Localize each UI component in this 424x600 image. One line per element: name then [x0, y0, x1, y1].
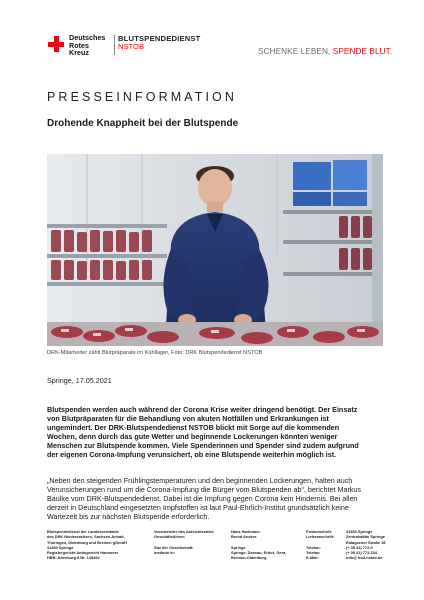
footer-email[interactable]: info@ bsd-nstob.de	[346, 555, 383, 561]
body-line: Verunsicherungen rund um die Corona-Impfung die Bürger vom Blutspenden ab“, berichtet Markus	[47, 484, 362, 494]
service-name: BLUTSPENDEDIENST NSTOB	[118, 34, 201, 52]
footer-contact-labels: Postanschrift: Lieferanschrift: Telefon: Telefax: E-Mail:	[306, 529, 335, 561]
footer-names: Hans Hartmann Bernd Anders Springe Springe, Dessau, Erfurt, Gera, Bremen-Oldenburg	[231, 529, 287, 561]
footer-roles: Vorsitzender des Aufsichtsrates: Geschäftsführer: Sitz der Gesellschaft: Institute in:	[154, 529, 215, 556]
footer-contact-values: 31830 Springe Zentralstätte Springe Eldagsener Straße 38 (+ 05 41) 772-0 (+ 05 41) 772-334 info@ bsd-nstob.de	[346, 529, 386, 561]
body-paragraph	[47, 477, 381, 522]
body-line: „Neben den steigenden Frühlingstemperaturen und den beginnenden Lockerungen, halten auch	[47, 476, 353, 485]
press-photo	[47, 154, 383, 346]
drk-wordmark: Deutsches Rotes Kreuz	[69, 33, 106, 58]
lead-line: der eigenen Corona-Impfung verunsichert, ob eine Blutspende weiterhin möglich ist.	[47, 449, 337, 459]
section-label: PRESSEINFORMATION	[47, 90, 237, 104]
headline: Drohende Knappheit bei der Blutspende	[47, 118, 239, 129]
lead-line: Blutspenden werden auch während der Corona Krise weiter dringend benötigt. Der Einsatz	[47, 405, 358, 414]
lead-line: von Blutpräparaten für die Behandlung von akuten Notfällen und Erkrankungen ist	[47, 413, 329, 423]
slogan-part2: SPENDE BLUT.	[330, 47, 393, 56]
lead-line: Menschen zur Blutspende kommen. Viele Spenderinnen und Spender sind zudem aufgrund	[47, 440, 359, 450]
photo-caption: DRK-Mitarbeiter zählt Blutpräparate im Kühllager, Foto: DRK Blutspendedienst NSTOB	[47, 350, 263, 356]
body-line: Wartezeit bis zur nächsten Blutspende erforderlich.	[47, 511, 210, 521]
lead-line: Wochen, denn durch das gute Wetter und beginnende Lockerungen könnten weniger	[47, 431, 338, 441]
slogan	[258, 47, 392, 56]
body-line: derzeit in Deutschland eingesetzten Impfstoffen ist laut Paul-Ehrlich-Institut grundsätzlich keine	[47, 502, 349, 512]
footer-company: Blutspendedienst der Landesverbände des DRK Niedersachsen, Sachsen-Anhalt, Thüringen, Oldenburg und Bremen gGmbH 31830 Springe Registergericht Amtsgericht Hannover HRB: Altenburg 8 Nr. 145492	[47, 529, 127, 561]
slogan-part1: SCHENKE LEBEN,	[258, 47, 331, 56]
logo-divider	[114, 35, 115, 55]
red-cross-logo-icon	[48, 36, 64, 52]
lead-paragraph	[47, 406, 381, 459]
dateline: Springe, 17.05.2021	[47, 376, 112, 385]
lead-line: ungemindert. Der DRK-Blutspendedienst NSTOB blickt mit Sorge auf die kommenden	[47, 422, 340, 432]
body-line: Baulke vom DRK-Blutspendedienst. Dabei ist die Impfung gegen Corona kein Hindernis. Bei allen	[47, 493, 358, 503]
